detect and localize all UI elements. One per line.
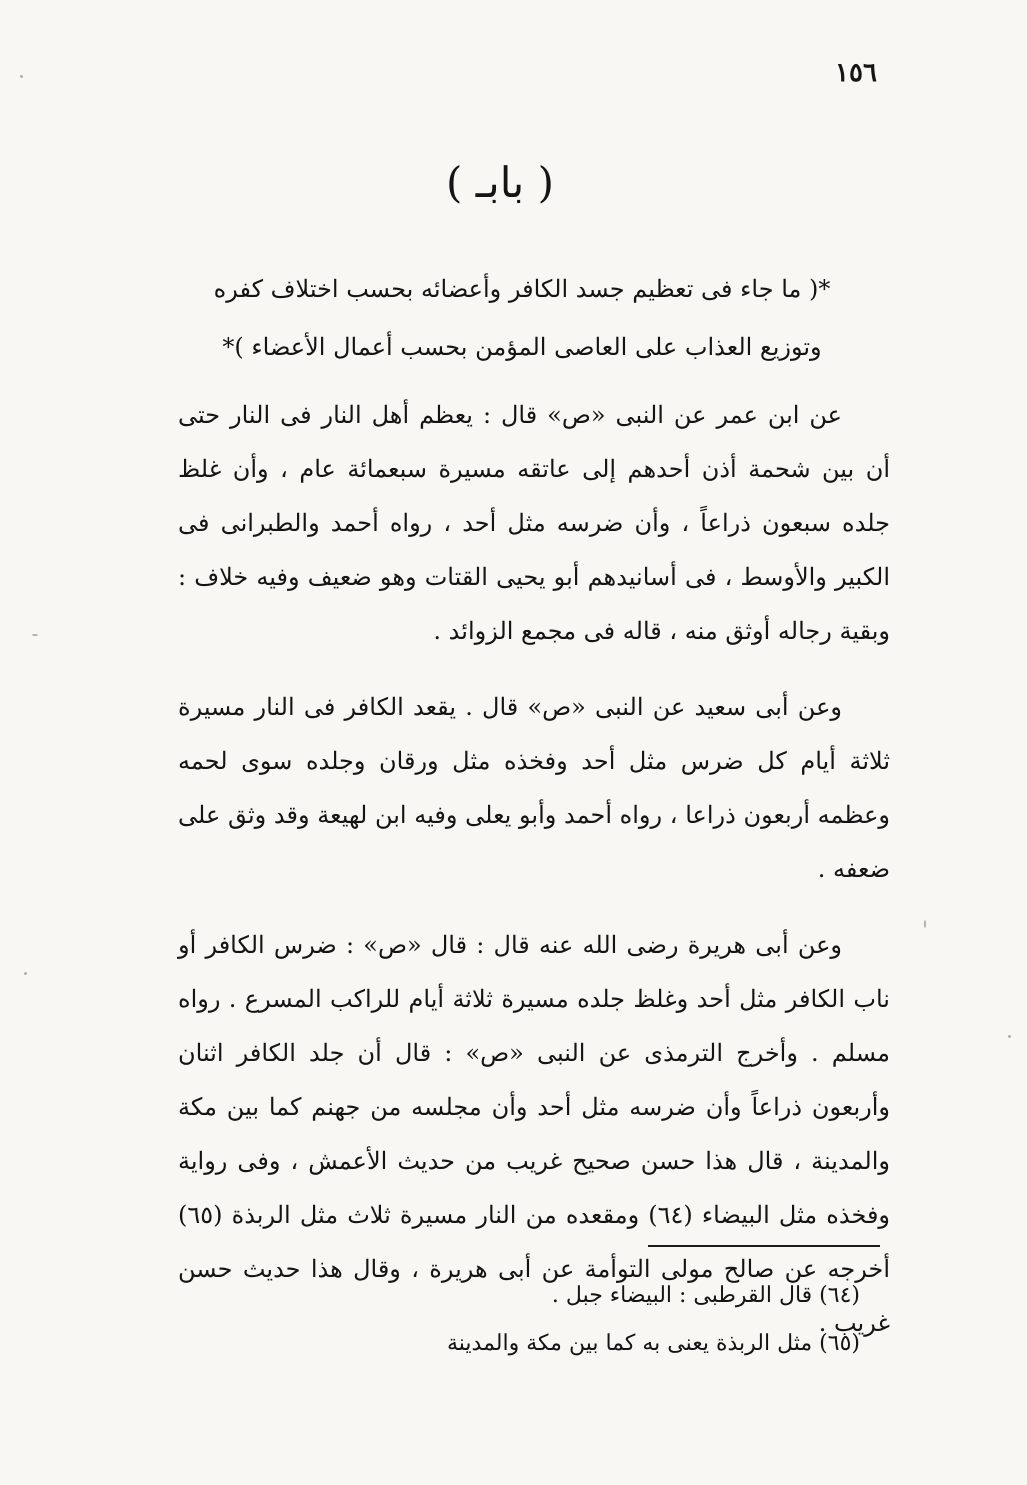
chapter-subtitle-line: *( ما جاء فى تعظيم جسد الكافر وأعضائه بحسب اختلاف كفره xyxy=(213,275,831,303)
hadith-paragraph: وعن أبى هريرة رضى الله عنه قال : قال «ص» : ضرس الكافر أو ناب الكافر مثل أحد وغلظ جلده مسيرة ثلاثة أيام للراكب المسرع . رواه مسلم . وأخرج الترمذى عن النبى «ص» : قال أن جلد الكافر اثنان وأربعون ذراعاً وأن ضرسه مثل أحد وأن مجلسه من جهنم كما بين مكة والمدينة ، قال هذا حسن صحيح غريب من حديث الأعمش ، وفى رواية وفخذه مثل البيضاء (٦٤) ومقعده من النار مسيرة ثلاث مثل الربذة (٦٥) أخرجه عن صالح مولى التوأمة عن أبى هريرة ، وقال هذا حديث حسن غريب . xyxy=(178,931,890,1337)
hadith-paragraph: وعن أبى سعيد عن النبى «ص» قال . يقعد الكافر فى النار مسيرة ثلاثة أيام كل ضرس مثل أحد وفخذه مثل ورقان وجلده سوى لحمه وعظمه أربعون ذراعا ، رواه أحمد وأبو يعلى وفيه ابن لهيعة وقد وثق على ضعفه . xyxy=(178,693,890,883)
hadith-paragraph: عن ابن عمر عن النبى «ص» قال : يعظم أهل النار فى النار حتى أن بين شحمة أذن أحدهم إلى عاتقه مسيرة سبعمائة عام ، وأن غلظ جلده سبعون ذراعاً ، وأن ضرسه مثل أحد ، رواه أحمد والطبرانى فى الكبير والأوسط ، فى أسانيدهم أبو يحيى القتات وهو ضعيف وفيه خلاف : وبقية رجاله أوثق منه ، قاله فى مجمع الزوائد . xyxy=(178,401,890,645)
footnote-item: (٦٥) مثل الربذة يعنى به كما بين مكة والمدينة xyxy=(446,1331,860,1356)
chapter-title: ( بابـ ) xyxy=(446,158,554,207)
paper-speck xyxy=(32,634,38,636)
chapter-subtitle xyxy=(182,260,862,376)
footnotes xyxy=(410,1272,860,1368)
footnote-divider xyxy=(648,1245,880,1247)
page-number: ١٥٦ xyxy=(835,58,877,88)
paper-speck xyxy=(1008,1035,1011,1038)
chapter-subtitle-line: وتوزيع العذاب على العاصى المؤمن بحسب أعمال الأعضاء )* xyxy=(222,333,822,361)
paper-speck xyxy=(20,75,23,78)
paper-speck xyxy=(924,920,926,928)
paper-speck xyxy=(24,972,27,975)
footnote-item: (٦٤) قال القرطبى : البيضاء جبل . xyxy=(551,1283,860,1308)
main-text xyxy=(178,388,890,1372)
